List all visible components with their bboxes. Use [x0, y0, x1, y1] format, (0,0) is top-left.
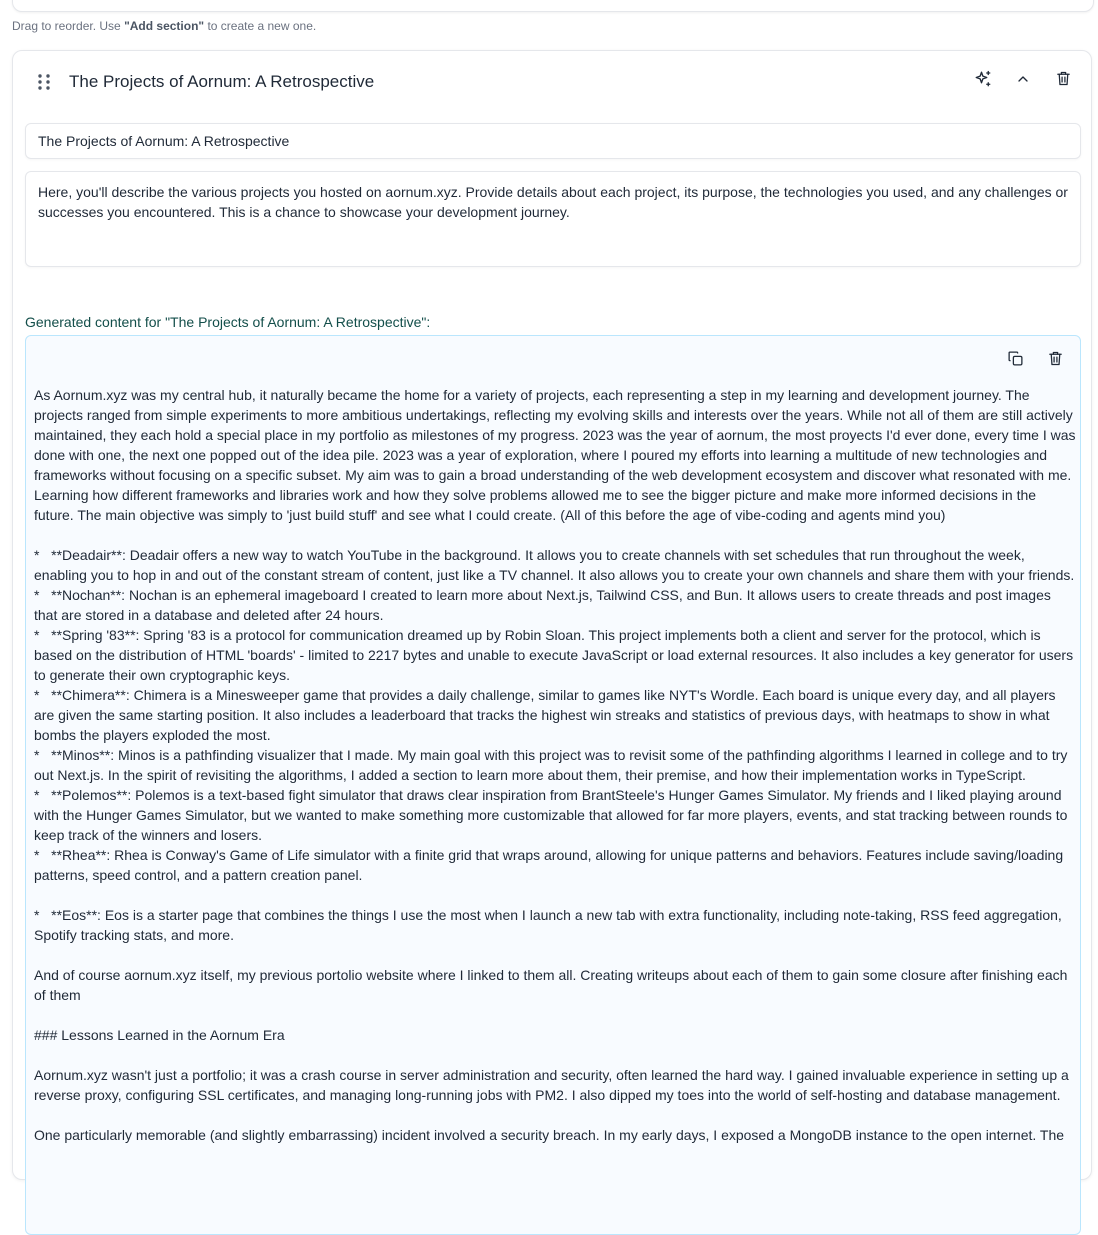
trash-icon [1055, 70, 1072, 92]
hint-strong: "Add section" [124, 19, 205, 33]
copy-button[interactable] [1001, 347, 1029, 375]
section-title-input[interactable] [25, 123, 1081, 159]
drag-handle-icon[interactable] [37, 72, 51, 92]
generate-button[interactable] [969, 67, 997, 95]
trash-icon [1047, 350, 1064, 372]
collapse-button[interactable] [1009, 67, 1037, 95]
chevron-up-icon [1015, 71, 1031, 92]
delete-generated-button[interactable] [1041, 347, 1069, 375]
sparkles-icon [974, 70, 992, 93]
section-title: The Projects of Aornum: A Retrospective [69, 72, 375, 91]
previous-section-card [12, 0, 1094, 12]
delete-section-button[interactable] [1049, 67, 1077, 95]
reorder-hint [12, 19, 316, 33]
hint-prefix: Drag to reorder. Use [12, 19, 125, 33]
hint-suffix: to create a new one. [204, 19, 317, 33]
section-card [12, 50, 1092, 1180]
generated-content-text: As Aornum.xyz was my central hub, it naturally became the home for a variety of projects, each representing a step in my learning and development journey. The projects ranged from simple experiments to more ambitious undertakings, reflecting my evolving skills and interests over the years. While not all of them are still actively maintained, they each hold a special place in my portfolio as milestones of my progress. 2023 was the year of aornum, the most proyects I'd ever done, every time I was done with one, the next one popped out of the idea pile. 2023 was a year of exploration, where I poured my efforts into learning a multitude of new technologies and frameworks without focusing on a specific subset. My aim was to gain a broad understanding of the web development ecosystem and discover what resonated with me. Learning how different frameworks and libraries work and how they solve problems allowed me to see the bigger picture and make more informed decisions in the future. The main objective was simply to 'just build stuff' and see what I could create. (All of this before the age of vibe-coding and agents mind you) * **Deadair**: Deadair offers a new way to watch YouTube in the background. It allows you to create channels with set schedules that run throughout the week, enabling you to hop in and out of the constant stream of content, just like a TV channel. It also allows you to create your own channels and share them with your friends. * **Nochan**: Nochan is an ephemeral imageboard I created to learn more about Next.js, Tailwind CSS, and Bun. It allows users to create threads and post images that are stored in a database and deleted after 24 hours. * **Spring '83**: Spring '83 is a protocol for communication dreamed up by Robin Sloan. This project implements both a client and server for the protocol, which is based on the distribution of HTML 'boards' - limited to 2217 bytes and unable to execute JavaScript or load external resources. It also includes a key generator for users to generate their own cryptographic keys. * **Chimera**: Chimera is a Minesweeper game that provides a daily challenge, similar to games like NYT's Wordle. Each board is unique every day, and all players are given the same starting position. It also includes a leaderboard that tracks the highest win streaks and statistics of previous days, with heatmaps to show in what bombs the players exploded the most. * **Minos**: Minos is a pathfinding visualizer that I made. My main goal with this project was to revisit some of the pathfinding algorithms I learned in college and to try out Next.js. In the spirit of revisiting the algorithms, I added a section to learn more about them, their premise, and how their implementation works in TypeScript. * **Polemos**: Polemos is a text-based fight simulator that draws clear inspiration from BrantSteele's Hunger Games Simulator. My friends and I liked playing around with the Hunger Games Simulator, but we wanted to make something more customizable that allowed for far more players, events, and stat tracking between rounds to keep track of the winners and losers. * **Rhea**: Rhea is Conway's Game of Life simulator with a finite grid that wraps around, allowing for unique patterns and behaviors. Features include saving/loading patterns, speed control, and a pattern creation panel. * **Eos**: Eos is a starter page that combines the things I use the most when I launch a new tab with extra functionality, including note-taking, RSS feed aggregation, Spotify tracking stats, and more. And of course aornum.xyz itself, my previous portolio website where I linked to them all. Creating writeups about each of them to gain some closure after finishing each of them ### Lessons Learned in the Aornum Era Aornum.xyz wasn't just a portfolio; it was a crash course in server administration and security, often learned the hard way. I gained invaluable experience in setting up a reverse proxy, configuring SSL certificates, and managing long-running jobs with PM2. I also dipped my toes into the world of self-hosting and database management. One particularly memorable (and slightly embarrassing) incident involved a security breach. In my early days, I exposed a MongoDB instance to the open internet. The [34, 387, 1076, 1143]
section-description-textarea[interactable] [25, 171, 1081, 267]
copy-icon [1007, 350, 1024, 372]
generated-content-label: Generated content for "The Projects of Aornum: A Retrospective": [25, 314, 431, 330]
generated-content-box [25, 335, 1081, 1235]
